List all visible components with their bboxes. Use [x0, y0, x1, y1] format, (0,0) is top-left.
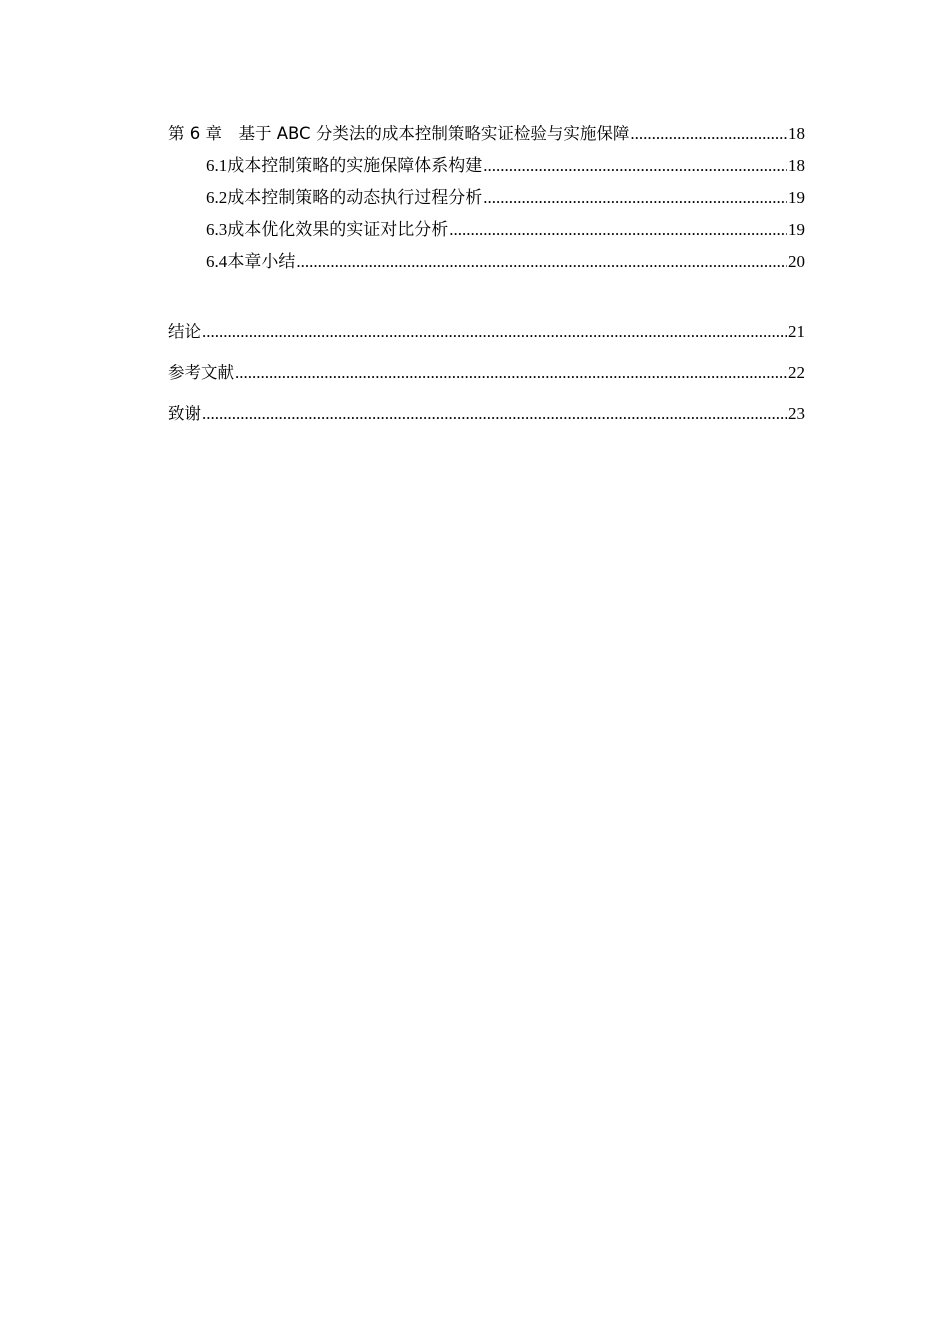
- toc-section-title: 成本控制策略的动态执行过程分析: [227, 188, 483, 207]
- toc-spacer: [168, 278, 805, 311]
- toc-section-title: 成本控制策略的实施保障体系构建: [227, 156, 483, 175]
- toc-page-number: 21: [788, 322, 805, 341]
- toc-section-number: 6.4: [206, 252, 228, 271]
- toc-leader-dots: [483, 150, 787, 182]
- table-of-contents: [168, 118, 805, 434]
- toc-back-title: 致谢: [168, 404, 201, 423]
- toc-back-title: 参考文献: [168, 363, 234, 382]
- toc-chapter-title: 第 6 章 基于 ABC 分类法的成本控制策略实证检验与实施保障: [168, 124, 630, 143]
- toc-leader-dots: [449, 214, 787, 246]
- toc-conclusion[interactable]: [168, 311, 805, 352]
- toc-chapter-6[interactable]: [168, 118, 805, 150]
- toc-leader-dots: [235, 352, 787, 393]
- toc-leader-dots: [202, 393, 787, 434]
- toc-page-number: 18: [788, 124, 805, 143]
- toc-acknowledgements[interactable]: [168, 393, 805, 434]
- toc-page-number: 18: [788, 156, 805, 175]
- toc-section-6-2[interactable]: [168, 182, 805, 214]
- toc-page-number: 19: [788, 220, 805, 239]
- toc-section-title: 本章小结: [227, 252, 296, 271]
- toc-leader-dots: [296, 246, 787, 278]
- toc-page-number: 20: [788, 252, 805, 271]
- toc-page-number: 23: [788, 404, 805, 423]
- toc-leader-dots: [202, 311, 787, 352]
- toc-references[interactable]: [168, 352, 805, 393]
- toc-section-6-3[interactable]: [168, 214, 805, 246]
- toc-section-6-1[interactable]: [168, 150, 805, 182]
- toc-section-number: 6.1: [206, 156, 228, 175]
- toc-section-number: 6.2: [206, 188, 228, 207]
- toc-section-6-4[interactable]: [168, 246, 805, 278]
- toc-page-number: 22: [788, 363, 805, 382]
- toc-leader-dots: [483, 182, 787, 214]
- toc-leader-dots: [630, 118, 787, 150]
- toc-section-number: 6.3: [206, 220, 228, 239]
- toc-section-title: 成本优化效果的实证对比分析: [227, 220, 449, 239]
- toc-back-title: 结论: [168, 322, 201, 341]
- toc-page-number: 19: [788, 188, 805, 207]
